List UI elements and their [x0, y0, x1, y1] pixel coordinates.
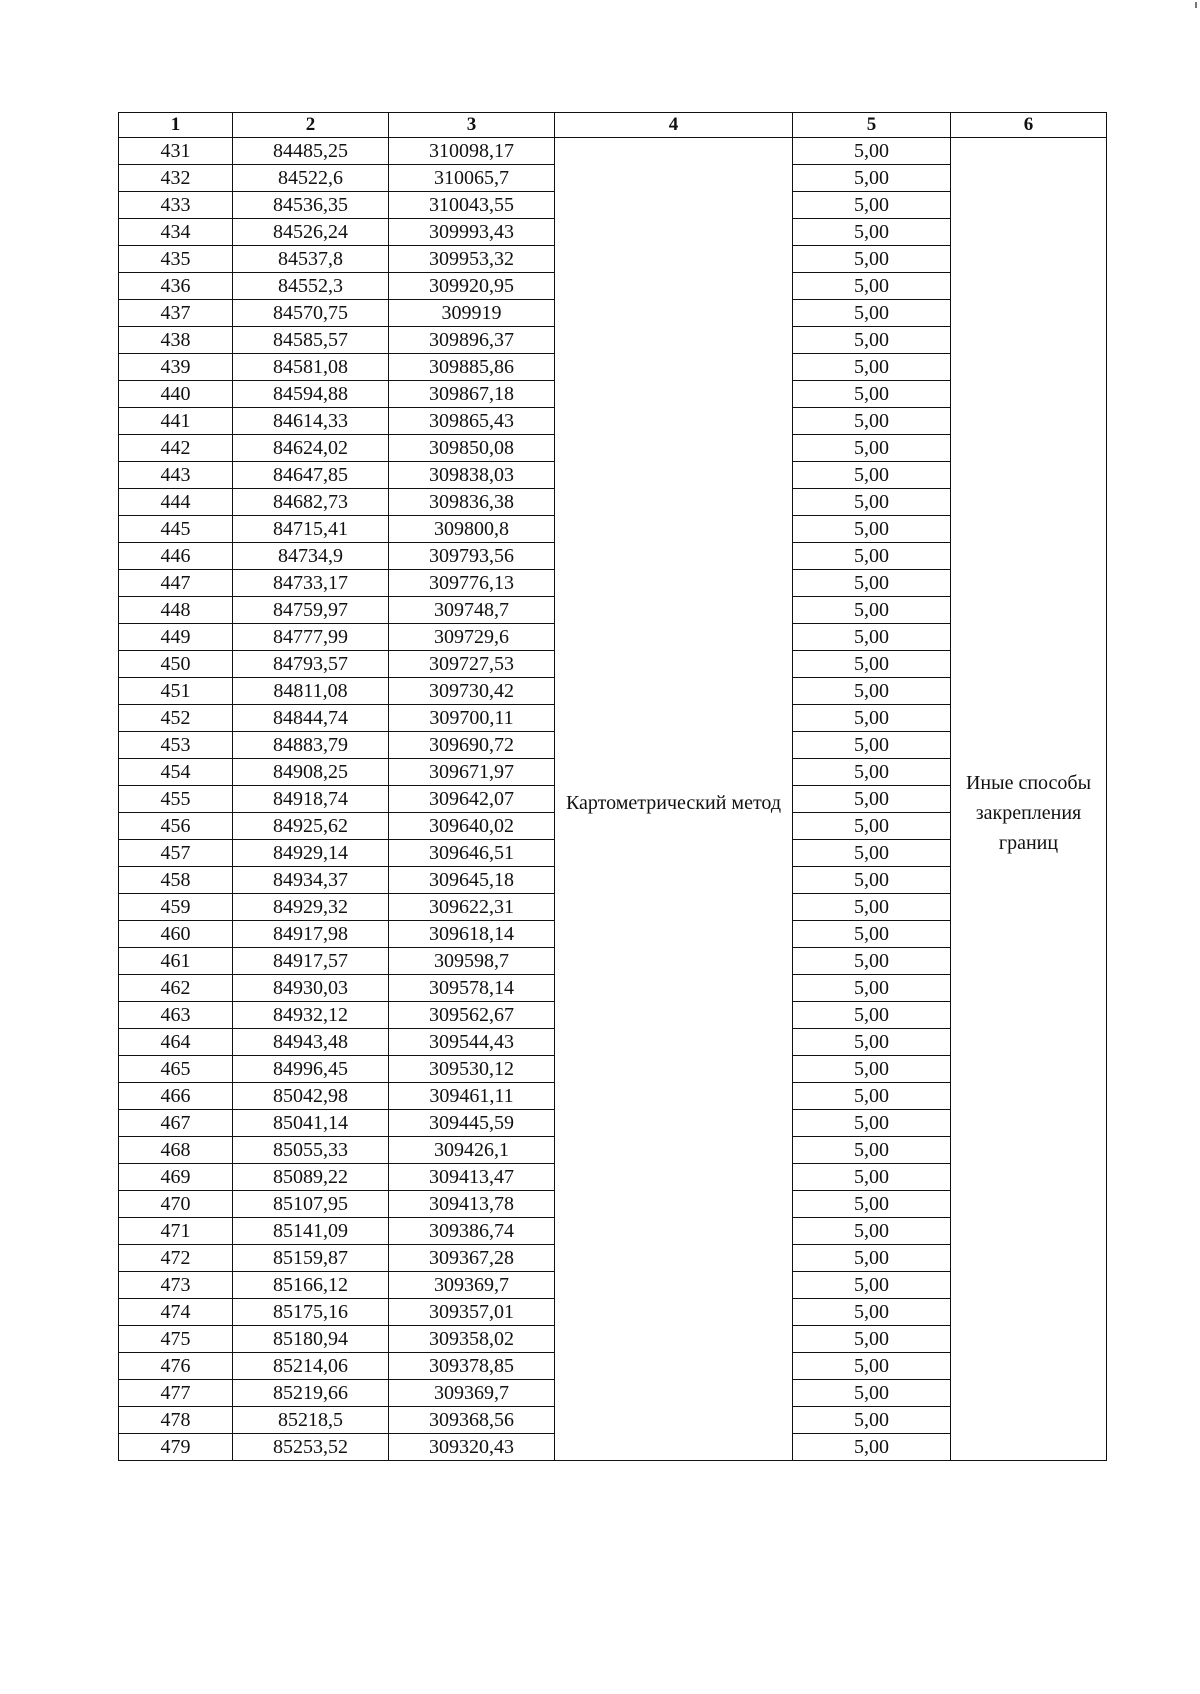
coord-x: 84917,98: [233, 921, 389, 948]
coord-y: 310043,55: [389, 192, 555, 219]
coord-y: 309838,03: [389, 462, 555, 489]
point-number: 442: [119, 435, 233, 462]
coord-y: 309642,07: [389, 786, 555, 813]
coord-x: 85041,14: [233, 1110, 389, 1137]
point-number: 448: [119, 597, 233, 624]
accuracy: 5,00: [793, 1245, 951, 1272]
coord-x: 85159,87: [233, 1245, 389, 1272]
coord-y: 309320,43: [389, 1434, 555, 1461]
coord-x: 84734,9: [233, 543, 389, 570]
coord-x: 84996,45: [233, 1056, 389, 1083]
header-col-6: 6: [951, 113, 1107, 138]
accuracy: 5,00: [793, 1191, 951, 1218]
accuracy: 5,00: [793, 1164, 951, 1191]
accuracy: 5,00: [793, 246, 951, 273]
coord-x: 84647,85: [233, 462, 389, 489]
coord-x: 84943,48: [233, 1029, 389, 1056]
coord-x: 84929,14: [233, 840, 389, 867]
accuracy: 5,00: [793, 300, 951, 327]
coord-x: 84682,73: [233, 489, 389, 516]
coord-x: 84759,97: [233, 597, 389, 624]
header-col-2: 2: [233, 113, 389, 138]
coord-x: 84925,62: [233, 813, 389, 840]
coord-y: 309369,7: [389, 1380, 555, 1407]
coord-y: 309426,1: [389, 1137, 555, 1164]
coord-x: 84883,79: [233, 732, 389, 759]
coord-y: 309562,67: [389, 1002, 555, 1029]
point-number: 456: [119, 813, 233, 840]
table-body: [119, 138, 1107, 1461]
coord-y: 309640,02: [389, 813, 555, 840]
header-col-4: 4: [555, 113, 793, 138]
point-number: 473: [119, 1272, 233, 1299]
accuracy: 5,00: [793, 327, 951, 354]
coord-y: 309896,37: [389, 327, 555, 354]
coord-y: 309920,95: [389, 273, 555, 300]
header-col-1: 1: [119, 113, 233, 138]
coord-y: 309645,18: [389, 867, 555, 894]
coord-x: 84485,25: [233, 138, 389, 165]
accuracy: 5,00: [793, 840, 951, 867]
coord-x: 85180,94: [233, 1326, 389, 1353]
accuracy: 5,00: [793, 1137, 951, 1164]
coord-x: 85214,06: [233, 1353, 389, 1380]
point-number: 470: [119, 1191, 233, 1218]
point-number: 478: [119, 1407, 233, 1434]
coord-x: 84917,57: [233, 948, 389, 975]
coord-y: 309358,02: [389, 1326, 555, 1353]
coord-x: 84585,57: [233, 327, 389, 354]
coord-y: 309461,11: [389, 1083, 555, 1110]
coord-x: 84614,33: [233, 408, 389, 435]
accuracy: 5,00: [793, 1110, 951, 1137]
coord-y: 309598,7: [389, 948, 555, 975]
coordinates-table: [118, 112, 1107, 1461]
accuracy: 5,00: [793, 408, 951, 435]
accuracy: 5,00: [793, 1380, 951, 1407]
coord-x: 85175,16: [233, 1299, 389, 1326]
table-row: [119, 138, 1107, 165]
point-number: 477: [119, 1380, 233, 1407]
coord-y: 309445,59: [389, 1110, 555, 1137]
point-number: 445: [119, 516, 233, 543]
coord-x: 84932,12: [233, 1002, 389, 1029]
point-number: 443: [119, 462, 233, 489]
point-number: 472: [119, 1245, 233, 1272]
table-header: [119, 113, 1107, 138]
accuracy: 5,00: [793, 570, 951, 597]
coord-x: 85253,52: [233, 1434, 389, 1461]
accuracy: 5,00: [793, 273, 951, 300]
header-col-3: 3: [389, 113, 555, 138]
accuracy: 5,00: [793, 867, 951, 894]
coord-y: 309530,12: [389, 1056, 555, 1083]
coord-y: 309368,56: [389, 1407, 555, 1434]
accuracy: 5,00: [793, 381, 951, 408]
accuracy: 5,00: [793, 219, 951, 246]
point-number: 469: [119, 1164, 233, 1191]
coord-y: 309776,13: [389, 570, 555, 597]
accuracy: 5,00: [793, 435, 951, 462]
coord-x: 84908,25: [233, 759, 389, 786]
point-number: 446: [119, 543, 233, 570]
coord-y: 309993,43: [389, 219, 555, 246]
point-number: 468: [119, 1137, 233, 1164]
accuracy: 5,00: [793, 732, 951, 759]
coord-y: 309793,56: [389, 543, 555, 570]
accuracy: 5,00: [793, 921, 951, 948]
accuracy: 5,00: [793, 759, 951, 786]
header-col-5: 5: [793, 113, 951, 138]
coord-x: 84522,6: [233, 165, 389, 192]
point-number: 457: [119, 840, 233, 867]
accuracy: 5,00: [793, 1083, 951, 1110]
point-number: 449: [119, 624, 233, 651]
point-number: 432: [119, 165, 233, 192]
accuracy: 5,00: [793, 1434, 951, 1461]
coord-x: 84934,37: [233, 867, 389, 894]
point-number: 462: [119, 975, 233, 1002]
point-number: 467: [119, 1110, 233, 1137]
point-number: 458: [119, 867, 233, 894]
coord-y: 309367,28: [389, 1245, 555, 1272]
coord-x: 84777,99: [233, 624, 389, 651]
coord-x: 84811,08: [233, 678, 389, 705]
coord-y: 310065,7: [389, 165, 555, 192]
coord-y: 309578,14: [389, 975, 555, 1002]
point-number: 474: [119, 1299, 233, 1326]
coord-y: 309369,7: [389, 1272, 555, 1299]
coord-x: 85141,09: [233, 1218, 389, 1245]
coord-y: 309867,18: [389, 381, 555, 408]
point-number: 459: [119, 894, 233, 921]
coord-x: 84581,08: [233, 354, 389, 381]
point-number: 454: [119, 759, 233, 786]
coord-x: 84929,32: [233, 894, 389, 921]
accuracy: 5,00: [793, 624, 951, 651]
accuracy: 5,00: [793, 1299, 951, 1326]
point-number: 466: [119, 1083, 233, 1110]
accuracy: 5,00: [793, 489, 951, 516]
point-number: 435: [119, 246, 233, 273]
point-number: 441: [119, 408, 233, 435]
coord-y: 309544,43: [389, 1029, 555, 1056]
point-number: 461: [119, 948, 233, 975]
coord-y: 309700,11: [389, 705, 555, 732]
accuracy: 5,00: [793, 462, 951, 489]
coord-x: 85089,22: [233, 1164, 389, 1191]
coord-y: 309413,47: [389, 1164, 555, 1191]
coord-x: 85218,5: [233, 1407, 389, 1434]
coord-y: 309646,51: [389, 840, 555, 867]
accuracy: 5,00: [793, 1029, 951, 1056]
coord-x: 84930,03: [233, 975, 389, 1002]
point-number: 476: [119, 1353, 233, 1380]
coord-x: 84594,88: [233, 381, 389, 408]
coord-y: 309885,86: [389, 354, 555, 381]
accuracy: 5,00: [793, 1218, 951, 1245]
coord-y: 309953,32: [389, 246, 555, 273]
accuracy: 5,00: [793, 138, 951, 165]
accuracy: 5,00: [793, 975, 951, 1002]
coord-x: 85107,95: [233, 1191, 389, 1218]
accuracy: 5,00: [793, 813, 951, 840]
point-number: 465: [119, 1056, 233, 1083]
coord-y: 309729,6: [389, 624, 555, 651]
coord-y: 309690,72: [389, 732, 555, 759]
point-number: 455: [119, 786, 233, 813]
accuracy: 5,00: [793, 354, 951, 381]
coord-y: 309727,53: [389, 651, 555, 678]
accuracy: 5,00: [793, 678, 951, 705]
coord-y: 310098,17: [389, 138, 555, 165]
point-number: 433: [119, 192, 233, 219]
point-number: 431: [119, 138, 233, 165]
point-number: 437: [119, 300, 233, 327]
coord-y: 309748,7: [389, 597, 555, 624]
point-number: 450: [119, 651, 233, 678]
coord-y: 309865,43: [389, 408, 555, 435]
coord-y: 309618,14: [389, 921, 555, 948]
coord-x: 84793,57: [233, 651, 389, 678]
accuracy: 5,00: [793, 1326, 951, 1353]
point-number: 460: [119, 921, 233, 948]
accuracy: 5,00: [793, 1353, 951, 1380]
point-number: 479: [119, 1434, 233, 1461]
coord-x: 84733,17: [233, 570, 389, 597]
coord-y: 309836,38: [389, 489, 555, 516]
coord-x: 85166,12: [233, 1272, 389, 1299]
point-number: 447: [119, 570, 233, 597]
coord-y: 309730,42: [389, 678, 555, 705]
point-number: 440: [119, 381, 233, 408]
point-number: 436: [119, 273, 233, 300]
coord-y: 309386,74: [389, 1218, 555, 1245]
coord-x: 84552,3: [233, 273, 389, 300]
point-number: 451: [119, 678, 233, 705]
point-number: 438: [119, 327, 233, 354]
accuracy: 5,00: [793, 705, 951, 732]
point-number: 452: [119, 705, 233, 732]
coord-x: 84526,24: [233, 219, 389, 246]
coord-y: 309671,97: [389, 759, 555, 786]
point-number: 439: [119, 354, 233, 381]
coord-y: 309919: [389, 300, 555, 327]
coord-y: 309413,78: [389, 1191, 555, 1218]
coord-x: 85219,66: [233, 1380, 389, 1407]
accuracy: 5,00: [793, 1056, 951, 1083]
point-number: 444: [119, 489, 233, 516]
coord-x: 84844,74: [233, 705, 389, 732]
coord-y: 309800,8: [389, 516, 555, 543]
accuracy: 5,00: [793, 597, 951, 624]
coord-y: 309622,31: [389, 894, 555, 921]
point-number: 434: [119, 219, 233, 246]
coord-x: 84715,41: [233, 516, 389, 543]
header-row: [119, 113, 1107, 138]
coord-x: 84918,74: [233, 786, 389, 813]
coord-x: 84624,02: [233, 435, 389, 462]
accuracy: 5,00: [793, 651, 951, 678]
coord-x: 84536,35: [233, 192, 389, 219]
coord-x: 85042,98: [233, 1083, 389, 1110]
scan-artifact-mark: [1195, 2, 1197, 8]
fixing-method-cell: Иные способы закрепления границ: [951, 138, 1107, 1461]
point-number: 475: [119, 1326, 233, 1353]
accuracy: 5,00: [793, 543, 951, 570]
point-number: 463: [119, 1002, 233, 1029]
coord-y: 309378,85: [389, 1353, 555, 1380]
accuracy: 5,00: [793, 1002, 951, 1029]
method-cell: Картометрический метод: [555, 138, 793, 1461]
accuracy: 5,00: [793, 192, 951, 219]
accuracy: 5,00: [793, 786, 951, 813]
coord-x: 84570,75: [233, 300, 389, 327]
coord-y: 309850,08: [389, 435, 555, 462]
coord-y: 309357,01: [389, 1299, 555, 1326]
accuracy: 5,00: [793, 516, 951, 543]
accuracy: 5,00: [793, 1272, 951, 1299]
accuracy: 5,00: [793, 165, 951, 192]
accuracy: 5,00: [793, 894, 951, 921]
accuracy: 5,00: [793, 948, 951, 975]
point-number: 453: [119, 732, 233, 759]
coord-x: 84537,8: [233, 246, 389, 273]
point-number: 471: [119, 1218, 233, 1245]
accuracy: 5,00: [793, 1407, 951, 1434]
coord-x: 85055,33: [233, 1137, 389, 1164]
point-number: 464: [119, 1029, 233, 1056]
